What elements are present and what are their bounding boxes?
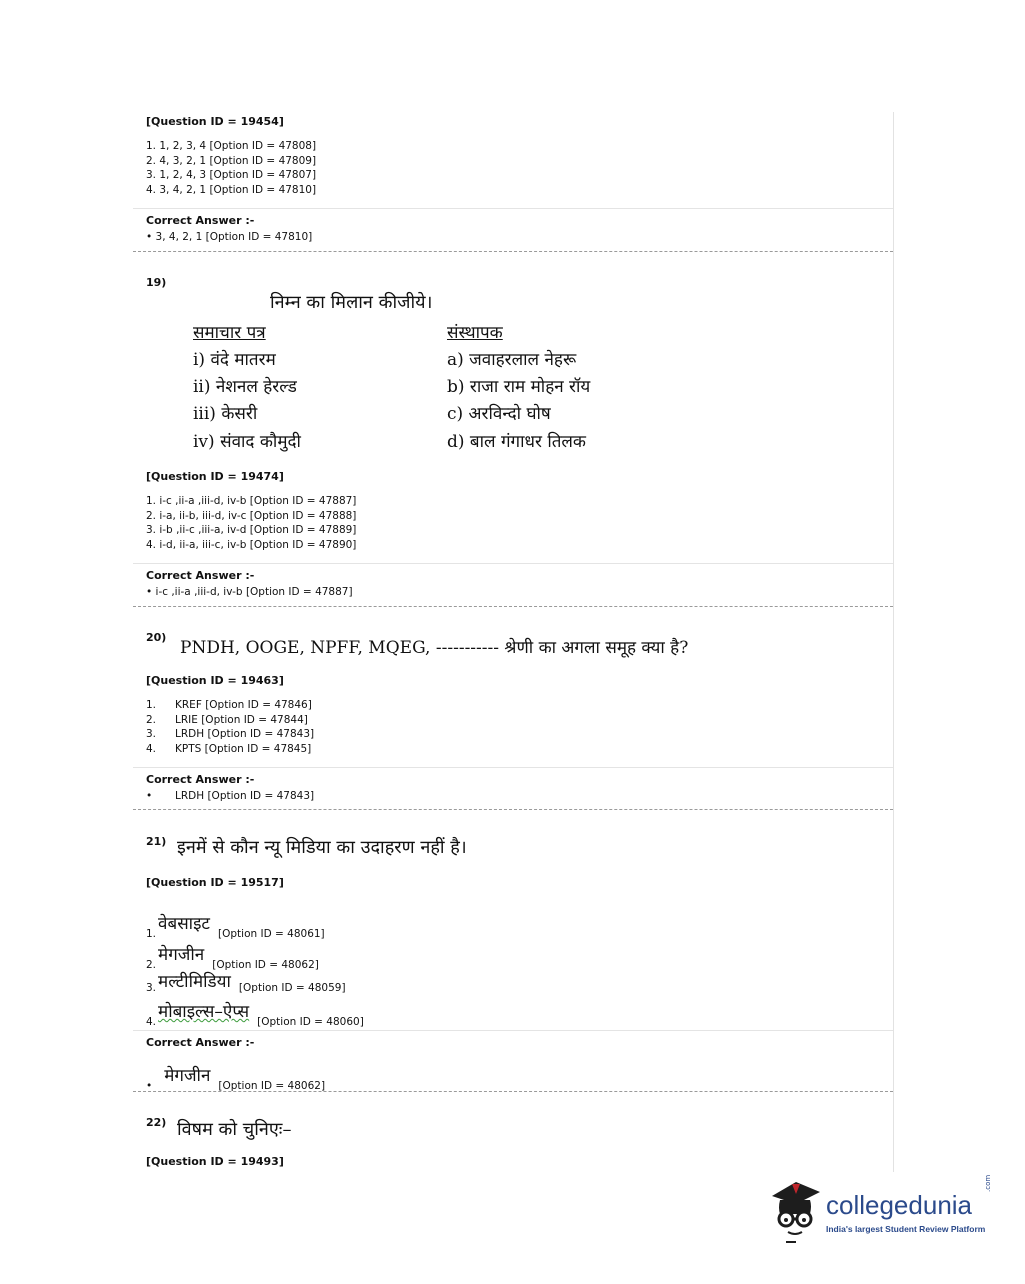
match-item: d) बाल गंगाधर तिलक	[447, 432, 586, 452]
correct-answer-label: Correct Answer :-	[146, 214, 255, 227]
options-list	[146, 494, 356, 552]
option-3: 3. मल्टीमिडिया [Option ID = 48059]	[146, 972, 346, 994]
options-list	[146, 698, 314, 756]
match-column-2-heading: संस्थापक	[447, 323, 503, 343]
match-item: b) राजा राम मोहन रॉय	[447, 377, 591, 397]
option-4: 4. 3, 4, 2, 1 [Option ID = 47810]	[146, 183, 317, 196]
option-2: 2. मेगजीन [Option ID = 48062]	[146, 945, 319, 971]
correct-answer-label: Correct Answer :-	[146, 1036, 255, 1049]
question-number: 21)	[146, 835, 167, 848]
correct-answer: • LRDH [Option ID = 47843]	[146, 790, 315, 802]
match-item: iii) केसरी	[193, 404, 258, 424]
question-id: [Question ID = 19454]	[146, 115, 284, 128]
correct-answer: • 3, 4, 2, 1 [Option ID = 47810]	[146, 231, 313, 243]
question-number: 20)	[146, 631, 167, 644]
logo-tagline: India's largest Student Review Platform	[826, 1224, 986, 1234]
question-title: इनमें से कौन न्यू मिडिया का उदाहरण नहीं है।	[177, 837, 467, 858]
option-2: 2. LRIE [Option ID = 47844]	[146, 713, 308, 726]
option-3: 3. i-b ,ii-c ,iii-a, iv-d [Option ID = 47889]	[146, 524, 357, 537]
option-3: 3. LRDH [Option ID = 47843]	[146, 728, 315, 741]
match-item: c) अरविन्दो घोष	[447, 404, 551, 424]
question-number: 19)	[146, 276, 167, 289]
question-id: [Question ID = 19474]	[146, 470, 284, 483]
question-paper	[133, 112, 894, 1172]
match-item: a) जवाहरलाल नेहरू	[447, 350, 577, 370]
correct-answer-label: Correct Answer :-	[146, 773, 255, 786]
divider	[133, 563, 893, 564]
option-3: 3. 1, 2, 4, 3 [Option ID = 47807]	[146, 169, 317, 182]
question-id: [Question ID = 19517]	[146, 876, 284, 889]
question-title: PNDH, OOGE, NPFF, MQEG, ----------- श्रेणी का अगला समूह क्या है?	[180, 638, 689, 658]
options-list	[146, 139, 316, 197]
question-separator	[133, 251, 893, 252]
correct-answer: • मेगजीन [Option ID = 48062]	[146, 1066, 326, 1092]
correct-answer-label: Correct Answer :-	[146, 569, 255, 582]
divider	[133, 767, 893, 768]
question-title: निम्न का मिलान कीजीये।	[270, 292, 433, 313]
option-1: 1. 1, 2, 3, 4 [Option ID = 47808]	[146, 140, 317, 152]
logo-domain: .com	[984, 1174, 992, 1192]
option-1: 1. वेबसाइट [Option ID = 48061]	[146, 914, 325, 940]
option-2: 2. i-a, ii-b, iii-d, iv-c [Option ID = 47888]	[146, 509, 357, 522]
divider	[133, 208, 893, 209]
question-id: [Question ID = 19493]	[146, 1155, 284, 1168]
match-item: ii) नेशनल हेरल्ड	[193, 377, 297, 397]
mascot-icon	[766, 1178, 824, 1244]
divider	[133, 1030, 893, 1031]
logo-wordmark: collegedunia	[826, 1190, 973, 1220]
collegedunia-logo	[766, 1174, 996, 1248]
match-item: iv) संवाद कौमुदी	[193, 432, 301, 452]
option-4: 4. i-d, ii-a, iii-c, iv-b [Option ID = 47890]	[146, 538, 357, 551]
option-2: 2. 4, 3, 2, 1 [Option ID = 47809]	[146, 154, 317, 167]
question-title: विषम को चुनिएः–	[177, 1119, 292, 1140]
option-1: 1. KREF [Option ID = 47846]	[146, 699, 312, 711]
question-number: 22)	[146, 1116, 167, 1129]
option-1: 1. i-c ,ii-a ,iii-d, iv-b [Option ID = 47887]	[146, 495, 357, 507]
option-4: 4. मोबाइल्स–ऐप्स [Option ID = 48060]	[146, 1002, 364, 1028]
match-item: i) वंदे मातरम	[193, 350, 276, 370]
question-id: [Question ID = 19463]	[146, 674, 284, 687]
question-separator	[133, 1091, 893, 1092]
match-column-1-heading: समाचार पत्र	[193, 323, 266, 343]
option-4: 4. KPTS [Option ID = 47845]	[146, 742, 312, 755]
question-separator	[133, 809, 893, 810]
correct-answer: • i-c ,ii-a ,iii-d, iv-b [Option ID = 47887]	[146, 586, 353, 598]
question-separator	[133, 606, 893, 607]
